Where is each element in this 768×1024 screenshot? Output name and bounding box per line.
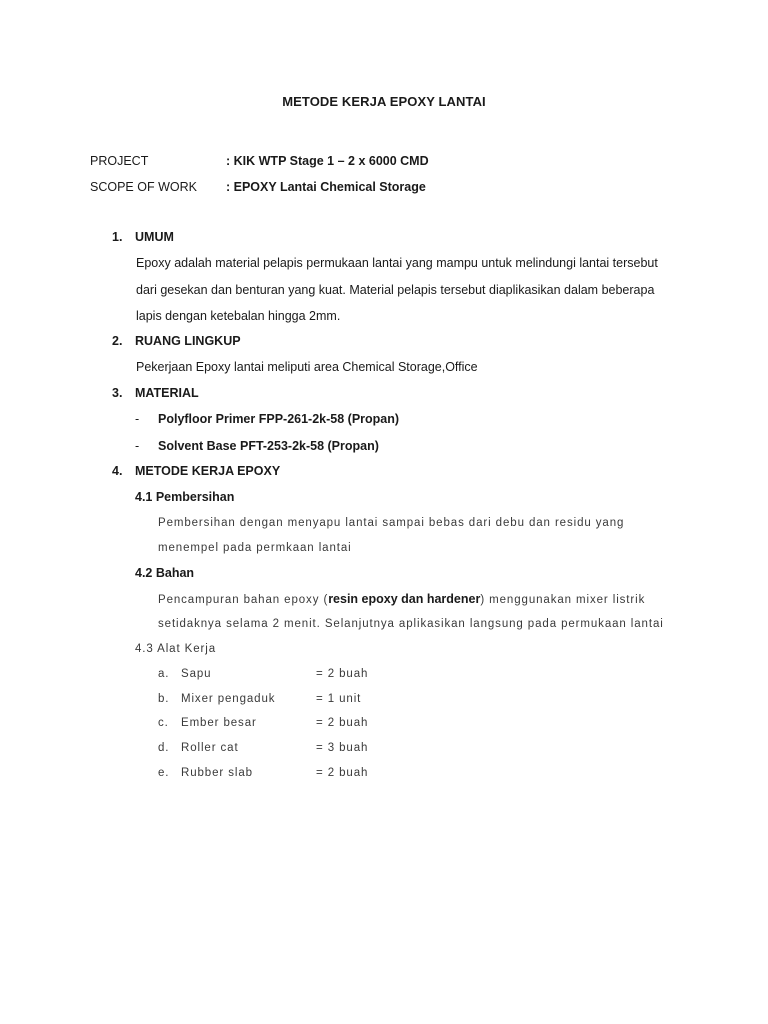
pembersihan-line-2: menempel pada permkaan lantai — [158, 542, 352, 554]
umum-line-1 — [136, 256, 658, 270]
tool-qty: = 3 buah — [316, 742, 369, 754]
material-item: Solvent Base PFT-253-2k-58 (Propan) — [158, 439, 379, 453]
tool-letter: c. — [158, 717, 169, 729]
bahan-line-1-bold: resin epoxy dan hardener — [328, 592, 481, 606]
tool-name: Sapu — [181, 668, 212, 680]
section-number: 1. — [112, 230, 123, 244]
tool-letter: d. — [158, 742, 170, 754]
section-heading-ruang: RUANG LINGKUP — [135, 334, 241, 348]
bahan-line-1-a: Pencampuran bahan epoxy ( — [158, 594, 329, 606]
project-label: PROJECT — [90, 154, 149, 168]
subheading-bahan: 4.2 Bahan — [135, 566, 195, 580]
section-heading-material: MATERIAL — [135, 386, 199, 400]
tool-name: Mixer pengaduk — [181, 693, 276, 705]
project-value: : KIK WTP Stage 1 – 2 x 6000 CMD — [226, 154, 429, 168]
tool-name: Rubber slab — [181, 767, 253, 779]
subheading-pembersihan: 4.1 Pembersihan — [135, 490, 235, 504]
bahan-line-2: setidaknya selama 2 menit. Selanjutnya aplikasikan langsung pada permukaan lantai — [158, 618, 664, 630]
tool-qty: = 1 unit — [316, 693, 362, 705]
umum-line-1-rest: material pelapis permukaan lantai yang mampu untuk melindungi lantai tersebut — [211, 256, 658, 270]
section-number: 3. — [112, 386, 123, 400]
bahan-line-1 — [158, 592, 645, 606]
tool-qty: = 2 buah — [316, 717, 369, 729]
ruang-text: Pekerjaan Epoxy lantai meliputi area Chemical Storage,Office — [136, 360, 478, 374]
bahan-line-1-c: ) menggunakan mixer listrik — [480, 594, 646, 606]
umum-line-1-lead: Epoxy adalah — [136, 256, 212, 270]
tool-qty: = 2 buah — [316, 767, 369, 779]
umum-line-2: dari gesekan dan benturan yang kuat. Material pelapis tersebut diaplikasikan dalam beberapa — [136, 283, 655, 297]
umum-line-3: lapis dengan ketebalan hingga 2mm. — [136, 309, 341, 323]
section-heading-metode: METODE KERJA EPOXY — [135, 464, 281, 478]
tool-letter: e. — [158, 767, 170, 779]
section-number: 2. — [112, 334, 123, 348]
scope-value: : EPOXY Lantai Chemical Storage — [226, 180, 426, 194]
bullet-dash: - — [135, 412, 140, 426]
tool-letter: b. — [158, 693, 170, 705]
tool-name: Roller cat — [181, 742, 239, 754]
pembersihan-line-1: Pembersihan dengan menyapu lantai sampai bebas dari debu dan residu yang — [158, 517, 625, 529]
document-title: METODE KERJA EPOXY LANTAI — [282, 94, 486, 109]
tool-name: Ember besar — [181, 717, 257, 729]
material-item: Polyfloor Primer FPP-261-2k-58 (Propan) — [158, 412, 400, 426]
subheading-alat: 4.3 Alat Kerja — [135, 643, 217, 655]
tool-qty: = 2 buah — [316, 668, 369, 680]
tool-letter: a. — [158, 668, 170, 680]
section-number: 4. — [112, 464, 123, 478]
scope-label: SCOPE OF WORK — [90, 180, 197, 194]
bullet-dash: - — [135, 439, 140, 453]
section-heading-umum: UMUM — [135, 230, 174, 244]
